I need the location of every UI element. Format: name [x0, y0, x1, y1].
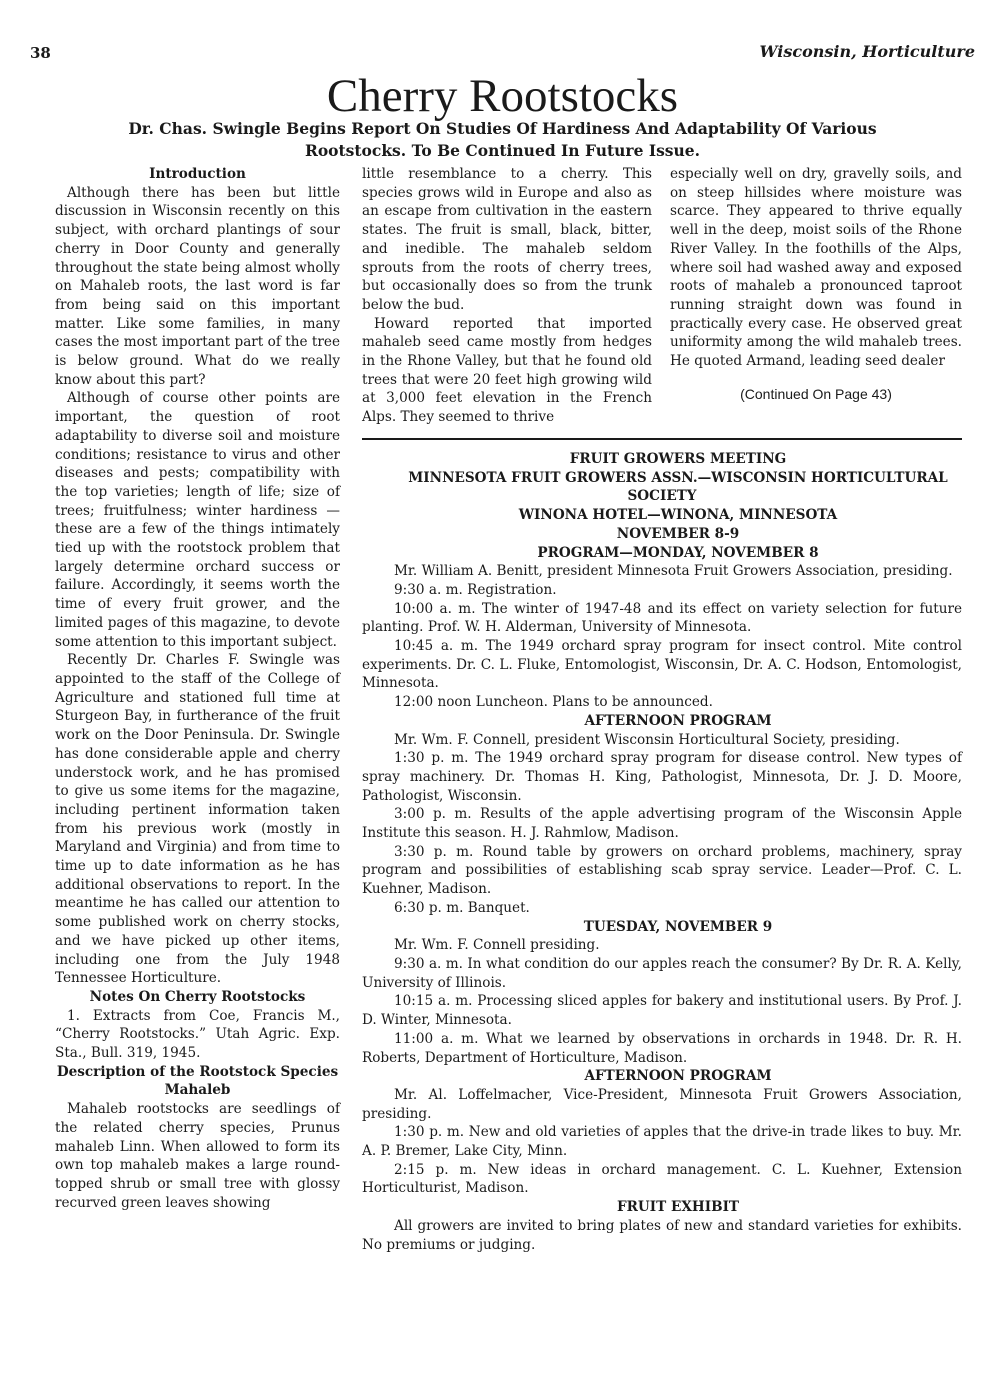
afternoon-heading: AFTERNOON PROGRAM: [584, 712, 772, 729]
program-item: Mr. William A. Benitt, president Minnesota Fruit Growers Association, presiding.: [394, 563, 953, 580]
program-item: 11:00 a. m. What we learned by observations in orchards in 1948. Dr. R. H. Roberts, Department of Horticulture, Madison.: [362, 1030, 962, 1066]
article-subtitle: Dr. Chas. Swingle Begins Report On Studies Of Hardiness And Adaptability Of Various Rootstocks. To Be Continued In Future Issue.: [128, 119, 877, 160]
paragraph: little resemblance to a cherry. This species grows wild in Europe and also as an escape from cultivation in the eastern states. The fruit is small, black, bitter, and inedible. The mahaleb seldom sprouts from the roots of cherry trees, but occasionally does so from the trunk below the bud.: [362, 166, 652, 313]
description-heading: Description of the Rootstock Species: [56, 1063, 339, 1080]
article-title: Cherry Rootstocks: [326, 70, 679, 122]
paragraph: Howard reported that imported mahaleb seed came mostly from hedges in the Rhone Valley, but that he found old trees that were 20 feet high growing wild at 3,000 feet elevation in the French Alps. They seemed to thrive: [362, 315, 652, 426]
paragraph: Recently Dr. Charles F. Swingle was appointed to the staff of the College of Agriculture and stationed full time at Sturgeon Bay, in furtherance of the fruit work on the Door Peninsula. Dr. Swingle has done considerable apple and cherry understock work, and he has promised to give us some items for the magazine, including pertinent information taken from his previous work (mostly in Maryland and Virginia) and from time to time up to date information as he has additional observations to report. In the meantime he has called our attention to some published work on cherry stocks, and we have picked up other items, including one from the July 1948 Tennessee Horticulture.: [55, 652, 340, 987]
section-divider: [362, 438, 962, 440]
article-column-2: [362, 165, 652, 427]
intro-heading: Introduction: [149, 166, 246, 182]
program-item: 3:30 p. m. Round table by growers on orchard problems, machinery, spray program and possibilities of establishing scab spray service. Leader—Prof. C. L. Kuehner, Madison.: [362, 843, 962, 898]
notes-heading: Notes On Cherry Rootstocks: [89, 988, 306, 1005]
article-column-3: [670, 165, 962, 403]
program-dates: NOVEMBER 8-9: [616, 525, 740, 542]
tuesday-heading: TUESDAY, NOVEMBER 9: [583, 918, 773, 935]
paragraph: especially well on dry, gravelly soils, and on steep hillsides where moisture was scarce. They appeared to thrive equally well in the deep, moist soils of the Rhone River Valley. In the foothills of the Alps, where soil had washed away and exposed roots of mahaleb a pronounced taproot running straight down was found in practically every case. He observed great uniformity among the wild mahaleb trees. He quoted Armand, leading seed dealer: [670, 166, 962, 370]
program-item: 10:00 a. m. The winter of 1947-48 and its effect on variety selection for future planting. Prof. W. H. Alderman, University of Minnesota.: [362, 600, 962, 636]
program-item: 1:30 p. m. The 1949 orchard spray program for disease control. New types of spray machinery. Dr. Thomas H. King, Pathologist, Minnesota, Dr. J. D. Moore, Pathologist, Wisconsin.: [362, 750, 962, 804]
program-item: 6:30 p. m. Banquet.: [394, 899, 530, 916]
mahaleb-heading: Mahaleb: [164, 1082, 231, 1099]
program-item: 12:00 noon Luncheon. Plans to be announced.: [394, 694, 713, 711]
meeting-program: [362, 450, 962, 1254]
exhibit-text: All growers are invited to bring plates of new and standard varieties for exhibits. No premiums or judging.: [362, 1217, 962, 1253]
afternoon-heading: AFTERNOON PROGRAM: [584, 1068, 772, 1085]
paragraph: Although there has been but little discussion in Wisconsin recently on this subject, with orchard plantings of sour cherry in Door County and generally throughout the state being almost wholly on Mahaleb roots, the last word is far from being said on this important matter. Like some families, in many cases the most important part of the tree is below ground. What do we really know about this part?: [55, 184, 340, 388]
page-number: 38: [30, 44, 51, 62]
program-item: 1:30 p. m. New and old varieties of apples that the drive-in trade likes to buy. Mr. A. P. Bremer, Lake City, Minn.: [362, 1124, 962, 1160]
exhibit-heading: FRUIT EXHIBIT: [616, 1199, 740, 1216]
program-title: FRUIT GROWERS MEETING: [569, 451, 787, 467]
paragraph: Mahaleb rootstocks are seedlings of the related cherry species, Prunus mahaleb Linn. When allowed to form its own top mahaleb makes a large round-topped shrub or small tree with glossy recurved green leaves showing: [55, 1101, 340, 1211]
program-item: 9:30 a. m. In what condition do our apples reach the consumer? By Dr. R. A. Kelly, University of Illinois.: [362, 955, 962, 991]
running-header: Wisconsin, Horticulture: [759, 42, 975, 61]
program-item: Mr. Wm. F. Connell, president Wisconsin Horticultural Society, presiding.: [394, 731, 900, 748]
program-item: 2:15 p. m. New ideas in orchard management. C. L. Kuehner, Extension Horticulturist, Madison.: [362, 1161, 962, 1197]
program-hosts: MINNESOTA FRUIT GROWERS ASSN.—WISCONSIN HORTICULTURAL SOCIETY: [408, 469, 948, 505]
program-item: 3:00 p. m. Results of the apple advertising program of the Wisconsin Apple Institute this season. H. J. Rahmlow, Madison.: [362, 806, 962, 842]
program-item: 9:30 a. m. Registration.: [394, 581, 557, 598]
program-venue: WINONA HOTEL—WINONA, MINNESOTA: [518, 507, 838, 524]
paragraph: Although of course other points are important, the question of root adaptability to diverse soil and moisture conditions; resistance to virus and other diseases and pests; compatibility with the top varieties; length of life; size of trees; fruitfulness; winter hardiness — these are a few of the things intimately tied up with the rootstock problem that largely determine orchard success or failure. Accordingly, it seems worth the time of every fruit grower, and the limited pages of this magazine, to devote some attention to this important subject.: [55, 390, 340, 650]
program-item: 10:15 a. m. Processing sliced apples for bakery and institutional users. By Prof. J. D. Winter, Minnesota.: [362, 993, 962, 1029]
program-item: Mr. Al. Loffelmacher, Vice-President, Minnesota Fruit Growers Association, presiding.: [362, 1086, 962, 1122]
article-column-1: [55, 165, 340, 1212]
monday-heading: PROGRAM—MONDAY, NOVEMBER 8: [537, 544, 819, 561]
continued-notice: (Continued On Page 43): [740, 385, 892, 402]
program-item: Mr. Wm. F. Connell presiding.: [394, 937, 600, 954]
note-item: 1. Extracts from Coe, Francis M., “Cherry Rootstocks.” Utah Agric. Exp. Sta., Bull. 319, 1945.: [55, 1007, 340, 1062]
program-item: 10:45 a. m. The 1949 orchard spray program for insect control. Mite control experiments. Dr. C. L. Fluke, Entomologist, Wisconsin, Dr. A. C. Hodson, Entomologist, Minnesota.: [362, 638, 962, 692]
